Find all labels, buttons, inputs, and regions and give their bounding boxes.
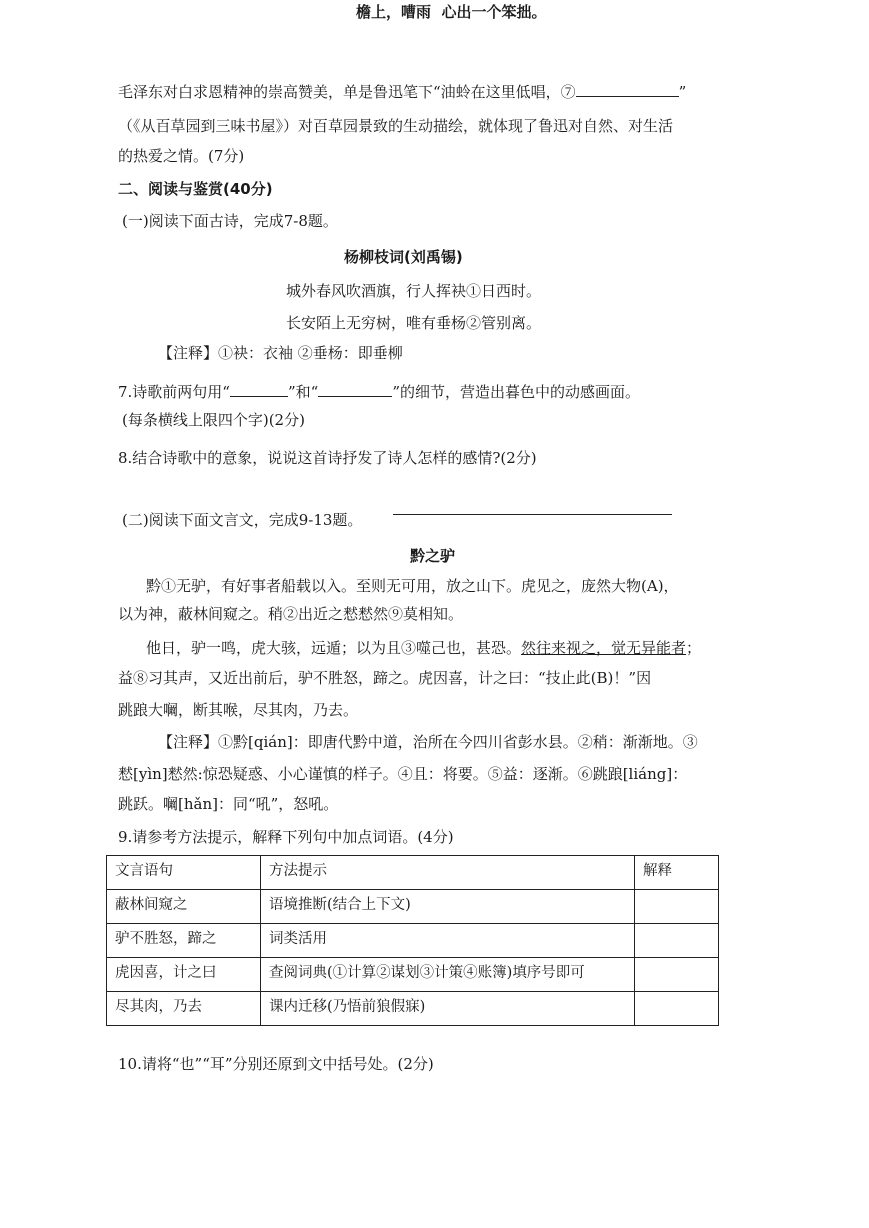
underlined-sentence: 然往来视之，觉无异能者 bbox=[521, 639, 687, 657]
q7-para-quote-end: ” bbox=[678, 83, 687, 101]
table-cell-answer[interactable] bbox=[635, 958, 719, 992]
poem-line2: 长安陌上无穷树，唯有垂杨②管别离。 bbox=[286, 314, 542, 332]
answer-line-q8[interactable] bbox=[393, 514, 672, 515]
prose-note-line3: 跳跃。㘎[hǎn]：同“吼”，怒吼。 bbox=[118, 795, 339, 813]
prose-p1-line2: 以为神，蔽林间窥之。稍②出近之慭慭然⑨莫相知。 bbox=[118, 605, 464, 623]
table-cell-sentence: 蔽林间窥之 bbox=[107, 890, 261, 924]
poem-note: 【注释】①袂：衣袖 ②垂杨：即垂柳 bbox=[158, 344, 403, 362]
top-line bbox=[356, 1, 546, 23]
table-cell-answer[interactable] bbox=[635, 924, 719, 958]
table-header: 方法提示 bbox=[261, 856, 635, 890]
prose-p2-text-a: 他日，驴一鸣，虎大骇，远遁；以为且③噬己也，甚恐。 bbox=[146, 639, 522, 657]
table-cell-method: 词类活用 bbox=[261, 924, 635, 958]
q7-text2: ”和“ bbox=[287, 383, 319, 401]
prose-p2-text-b: ； bbox=[686, 639, 702, 657]
table-cell-sentence: 尽其肉，乃去 bbox=[107, 992, 261, 1026]
q7-para-line2: （《从百草园到三味书屋》）对百草园景致的生动描绘，就体现了鲁迅对自然、对生活 bbox=[118, 117, 674, 135]
prose-title: 黔之驴 bbox=[410, 547, 456, 565]
table-cell-answer[interactable] bbox=[635, 890, 719, 924]
table-row bbox=[107, 958, 719, 992]
poem-title: 杨柳枝词(刘禹锡) bbox=[344, 248, 463, 266]
table-cell-sentence: 驴不胜怒，蹄之 bbox=[107, 924, 261, 958]
prose-note-line2: 慭[yìn]慭然:惊恐疑惑、小心谨慎的样子。④且：将要。⑤益：逐渐。⑥跳踉[liáng]： bbox=[118, 765, 688, 783]
answer-blank-7[interactable] bbox=[576, 82, 679, 97]
top-line-part2: 心出一个笨拙。 bbox=[441, 3, 547, 21]
part1-intro: (一)阅读下面古诗，完成7-8题。 bbox=[122, 212, 338, 230]
table-cell-method: 语境推断(结合上下文) bbox=[261, 890, 635, 924]
table-row bbox=[107, 992, 719, 1026]
prose-p2-line2: 益⑧习其声，又近出前后，驴不胜怒，蹄之。虎因喜，计之曰：“技止此(B)！”因 bbox=[118, 669, 652, 687]
section2-heading: 二、阅读与鉴赏(40分) bbox=[118, 180, 273, 198]
q9: 9.请参考方法提示，解释下列句中加点词语。(4分) bbox=[118, 828, 454, 846]
table-cell-method: 课内迁移(乃悟前狼假寐) bbox=[261, 992, 635, 1026]
table-row bbox=[107, 924, 719, 958]
q8: 8.结合诗歌中的意象，说说这首诗抒发了诗人怎样的感情?(2分) bbox=[118, 449, 537, 467]
table-cell-answer[interactable] bbox=[635, 992, 719, 1026]
part2-intro: (二)阅读下面文言文，完成9-13题。 bbox=[122, 511, 363, 529]
q7-text1: 7.诗歌前两句用“ bbox=[118, 383, 230, 401]
prose-p1-line1: 黔①无驴，有好事者船载以入。至则无可用，放之山下。虎见之，庞然大物(A)， bbox=[146, 577, 679, 595]
method-table bbox=[106, 855, 719, 1026]
table-cell-method: 查阅词典(①计算②谋划③计策④账簿)填序号即可 bbox=[261, 958, 635, 992]
q7-para-text1: 毛泽东对白求恩精神的崇高赞美，单是鲁迅笔下“油蛉在这里低唱，⑦ bbox=[118, 83, 576, 101]
table-header-row bbox=[107, 856, 719, 890]
q7-line bbox=[118, 381, 640, 403]
q10: 10.请将“也”“耳”分别还原到文中括号处。(2分) bbox=[118, 1055, 434, 1073]
answer-blank-q7-1[interactable] bbox=[230, 382, 288, 397]
prose-note-line1: 【注释】①黔[qián]：即唐代黔中道，治所在今四川省彭水县。②稍：渐渐地。③ bbox=[158, 733, 698, 751]
table-header: 解释 bbox=[635, 856, 719, 890]
q7-para-line3: 的热爱之情。(7分) bbox=[118, 147, 245, 165]
prose-p2-line1 bbox=[146, 637, 701, 659]
q7-hint: (每条横线上限四个字)(2分) bbox=[122, 411, 305, 429]
top-line-part1: 檐上，嘈雨 bbox=[356, 3, 432, 21]
answer-blank-q7-2[interactable] bbox=[318, 382, 392, 397]
poem-line1: 城外春风吹酒旗，行人挥袂①日西时。 bbox=[286, 282, 542, 300]
q7-text3: ”的细节，营造出暮色中的动感画面。 bbox=[392, 383, 640, 401]
table-cell-sentence: 虎因喜，计之曰 bbox=[107, 958, 261, 992]
table-row bbox=[107, 890, 719, 924]
table-header: 文言语句 bbox=[107, 856, 261, 890]
q7-para-line1 bbox=[118, 81, 686, 103]
prose-p2-line3: 跳踉大㘎，断其喉，尽其肉，乃去。 bbox=[118, 701, 359, 719]
